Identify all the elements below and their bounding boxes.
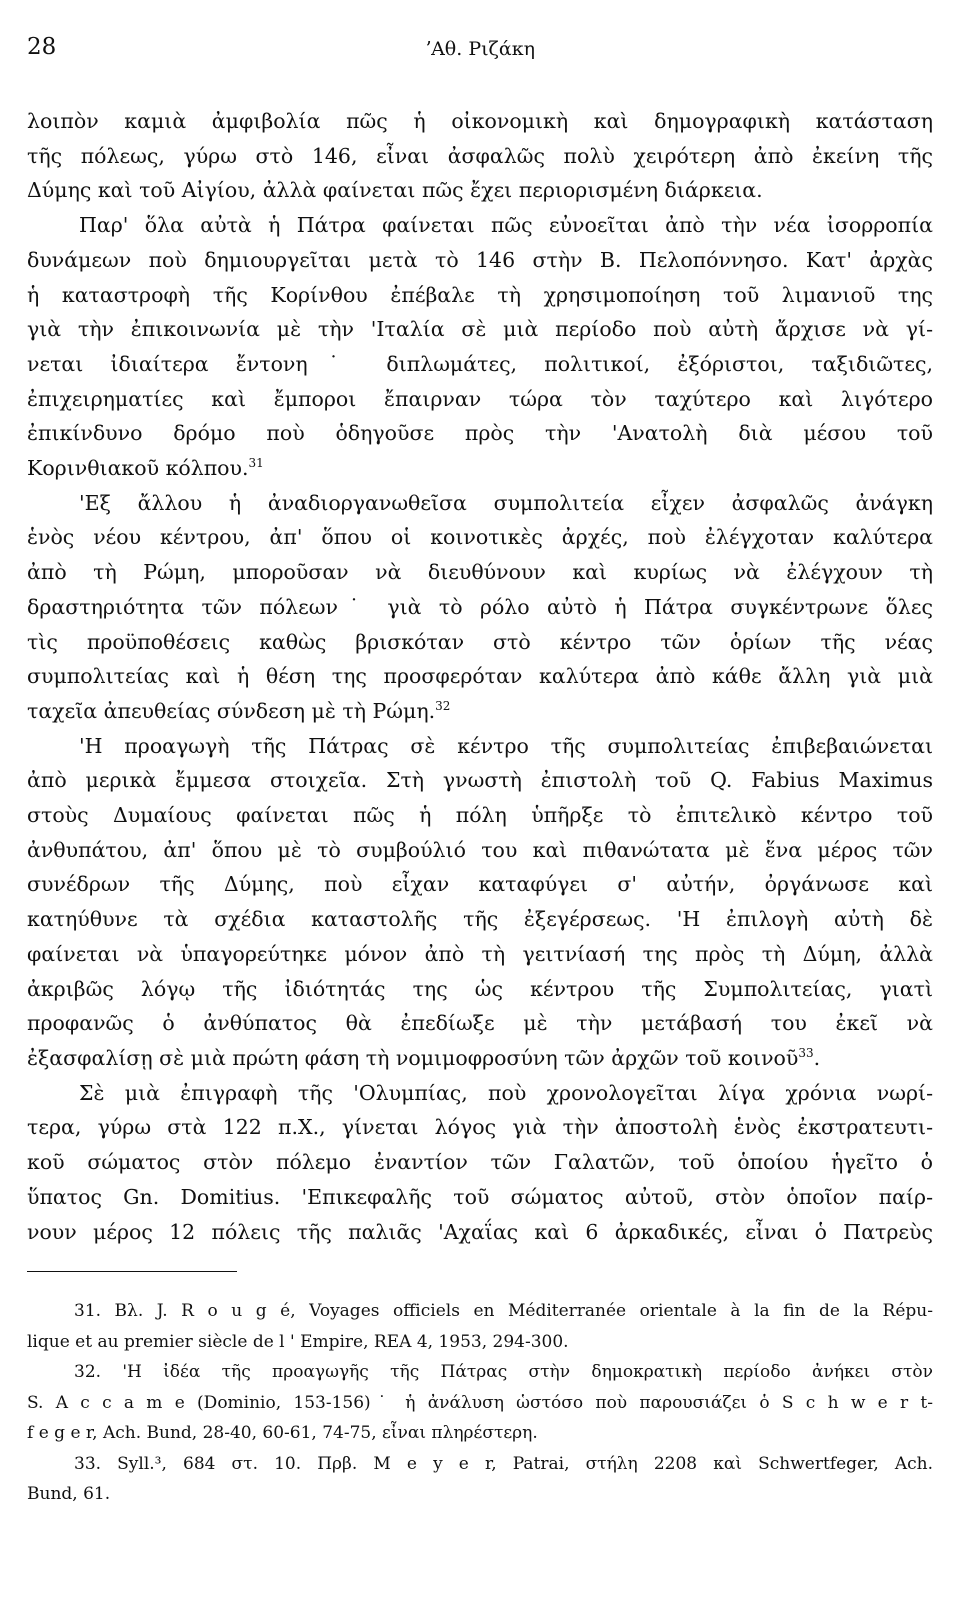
footnote-line: f e g e r, Ach. Bund, 28-40, 60-61, 74-75, εἶναι πληρέστερη. [27, 1423, 538, 1443]
body-line-text: φαίνεται νὰ ὑπαγορεύτηκε μόνον ἀπὸ τὴ γειτνίασή της πρὸς τὴ Δύμη, ἀλλὰ [27, 941, 933, 966]
body-line-tail: . [813, 1045, 821, 1070]
body-line [27, 1180, 933, 1215]
body-line-text: κατηύθυνε τὰ σχέδια καταστολῆς τῆς ἐξεγέρσεως. 'Η ἐπιλογὴ αὐτὴ δὲ [27, 907, 933, 932]
body-line-text: ἐξασφαλίσῃ σὲ μιὰ πρώτη φάση τὴ νομιμοφροσύνη τῶν ἀρχῶν τοῦ κοινοῦ [27, 1045, 799, 1070]
body-line-text: 'Η προαγωγὴ τῆς Πάτρας σὲ κέντρο τῆς συμπολιτείας ἐπιβεβαιώνεται [79, 733, 933, 758]
footnote-ref: 32 [435, 698, 451, 713]
body-line-text: ἀπὸ τὴ Ρώμη, μποροῦσαν νὰ διευθύνουν καὶ κυρίως νὰ ἐλέγχουν τὴ [27, 560, 933, 585]
footnote-line: Bund, 61. [27, 1484, 111, 1504]
body-line [27, 590, 933, 625]
body-line [27, 1110, 933, 1145]
body-line-text: τῆς πόλεως, γύρω στὸ 146, εἶναι ἀσφαλῶς πολὺ χειρότερη ἀπὸ ἐκείνη τῆς [27, 143, 933, 168]
body-line-text: ἐπικίνδυνο δρόμο ποὺ ὁδηγοῦσε πρὸς τὴν 'Ανατολὴ διὰ μέσου τοῦ [27, 421, 933, 446]
body-line [27, 520, 933, 555]
body-line [27, 937, 933, 972]
body-line [27, 972, 933, 1007]
body-line [27, 763, 933, 798]
body-line [27, 312, 933, 347]
footnote-line: 32. 'Η ἰδέα τῆς προαγωγῆς τῆς Πάτρας στὴν δημοκρατικὴ περίοδο ἀνήκει στὸν [74, 1362, 933, 1382]
body-line-text: ἐπιχειρηματίες καὶ ἔμποροι ἔπαιρναν τώρα τὸν ταχύτερο καὶ λιγότερο [27, 386, 933, 411]
body-line-text: συμπολιτείας καὶ ἡ θέση της προσφερόταν καλύτερα ἀπὸ κάθε ἄλλη γιὰ μιὰ [27, 664, 933, 689]
body-line-text: ταχεῖα ἀπευθείας σύνδεση μὲ τὴ Ρώμη. [27, 698, 436, 723]
footnote-line: lique et au premier siècle de l ' Empire, REA 4, 1953, 294-300. [27, 1331, 569, 1352]
body-line-text: δυνάμεων ποὺ δημιουργεῖται μετὰ τὸ 146 στὴν Β. Πελοπόννησο. Κατ' ἀρχὰς [27, 247, 933, 272]
footnote-line: 31. Βλ. J. R o u g é, Voyages officiels en Méditerranée orientale à la fin de la Répu- [74, 1301, 933, 1321]
body-line [27, 104, 933, 139]
body-line-text: προφανῶς ὁ ἀνθύπατος θὰ ἐπεδίωξε μὲ τὴν μετάβασή του ἐκεῖ νὰ [27, 1011, 933, 1036]
body-line-text: στοὺς Δυμαίους φαίνεται πῶς ἡ πόλη ὑπῆρξε τὸ ἐπιτελικὸ κέντρο τοῦ [27, 803, 933, 828]
body-line-text: ἡ καταστροφὴ τῆς Κορίνθου ἐπέβαλε τὴ χρησιμοποίηση τοῦ λιμανιοῦ της [27, 282, 933, 307]
body-line [27, 1041, 933, 1076]
footnote-ref: 31 [248, 456, 264, 471]
footnote-ref: 33 [798, 1045, 814, 1060]
body-line [27, 1145, 933, 1180]
body-line [27, 729, 933, 764]
footnote-line: 33. Syll.³, 684 στ. 10. Πρβ. M e y e r, Patrai, στήλη 2208 καὶ Schwertfeger, Ach. [74, 1453, 933, 1474]
footnote-rule [27, 1271, 237, 1272]
body-line [27, 694, 933, 729]
body-line-text: Παρ' ὅλα αὐτὰ ἡ Πάτρα φαίνεται πῶς εὐνοεῖται ἀπὸ τὴν νέα ἰσορροπία [79, 213, 933, 238]
body-line [27, 208, 933, 243]
body-line-text: Σὲ μιὰ ἐπιγραφὴ τῆς 'Ολυμπίας, ποὺ χρονολογεῖται λίγα χρόνια νωρί- [79, 1080, 933, 1105]
body-line-text: 'Εξ ἄλλου ἡ ἀναδιοργανωθεῖσα συμπολιτεία εἶχεν ἀσφαλῶς ἀνάγκη [79, 490, 933, 515]
running-head: ʼΑθ. Ριζάκη [425, 38, 535, 60]
body-line [27, 659, 933, 694]
body-line-text: γιὰ τὴν ἐπικοινωνία μὲ τὴν 'Ιταλία σὲ μιὰ περίοδο ποὺ αὐτὴ ἄρχισε νὰ γί- [27, 317, 933, 342]
body-line [27, 798, 933, 833]
body-line [27, 451, 933, 486]
body-line [27, 382, 933, 417]
body-line [27, 867, 933, 902]
body-line [27, 486, 933, 521]
body-line-text: συνέδρων τῆς Δύμης, ποὺ εἶχαν καταφύγει σ' αὐτήν, ὀργάνωσε καὶ [27, 872, 933, 897]
body-line [27, 139, 933, 174]
body-line-text: λοιπὸν καμιὰ ἀμφιβολία πῶς ἡ οἰκονομικὴ καὶ δημογραφικὴ κατάσταση [27, 109, 933, 133]
body-text [27, 104, 933, 1249]
body-line-text: νεται ἰδιαίτερα ἔντονη˙ διπλωμάτες, πολιτικοί, ἐξόριστοι, ταξιδιῶτες, [27, 351, 933, 376]
body-line [27, 833, 933, 868]
body-line [27, 416, 933, 451]
body-line-text: ἀκριβῶς λόγῳ τῆς ἰδιότητάς της ὡς κέντρου τῆς Συμπολιτείας, γιατὶ [27, 976, 933, 1001]
body-line-text: νουν μέρος 12 πόλεις τῆς παλιᾶς 'Αχαΐας καὶ 6 ἀρκαδικές, εἶναι ὁ Πατρεὺς [27, 1219, 933, 1244]
body-line-text: κοῦ σώματος στὸν πόλεμο ἐναντίον τῶν Γαλατῶν, τοῦ ὁποίου ἡγεῖτο ὁ [27, 1150, 933, 1175]
body-line [27, 555, 933, 590]
body-line-text: δραστηριότητα τῶν πόλεων˙ γιὰ τὸ ρόλο αὐτὸ ἡ Πάτρα συγκέντρωνε ὅλες [27, 594, 933, 619]
body-line [27, 173, 933, 208]
page-number: 28 [27, 34, 57, 60]
footnote-line: S. A c c a m e (Dominio, 153-156)˙ ἡ ἀνάλυση ὡστόσο ποὺ παρουσιάζει ὁ S c h w e r t- [27, 1392, 933, 1413]
body-line [27, 347, 933, 382]
body-line [27, 243, 933, 278]
body-line-text: τὶς προϋποθέσεις καθὼς βρισκόταν στὸ κέντρο τῶν ὁρίων τῆς νέας [27, 629, 933, 654]
body-line-text: Δύμης καὶ τοῦ Αἰγίου, ἀλλὰ φαίνεται πῶς ἔχει περιορισμένη διάρκεια. [27, 178, 763, 203]
body-line [27, 1006, 933, 1041]
body-line-text: ἀνθυπάτου, ἀπ' ὅπου μὲ τὸ συμβούλιό του καὶ πιθανώτατα μὲ ἕνα μέρος τῶν [27, 837, 933, 862]
body-line [27, 278, 933, 313]
body-line-text: Κορινθιακοῦ κόλπου. [27, 456, 249, 481]
page-header [27, 34, 933, 74]
body-line-text: ἑνὸς νέου κέντρου, ἀπ' ὅπου οἱ κοινοτικὲς ἀρχές, ποὺ ἐλέγχοταν καλύτερα [27, 525, 933, 550]
body-line [27, 625, 933, 660]
body-line-text: ὕπατος Gn. Domitius. 'Επικεφαλῆς τοῦ σώματος αὐτοῦ, στὸν ὁποῖον παίρ- [27, 1184, 933, 1209]
body-line [27, 1076, 933, 1111]
body-line-text: τερα, γύρω στὰ 122 π.Χ., γίνεται λόγος γιὰ τὴν ἀποστολὴ ἑνὸς ἐκστρατευτι- [27, 1115, 933, 1140]
body-line [27, 902, 933, 937]
body-line-text: ἀπὸ μερικὰ ἔμμεσα στοιχεῖα. Στὴ γνωστὴ ἐπιστολὴ τοῦ Q. Fabius Maximus [27, 768, 933, 793]
body-line [27, 1215, 933, 1250]
footnotes [27, 1296, 933, 1510]
